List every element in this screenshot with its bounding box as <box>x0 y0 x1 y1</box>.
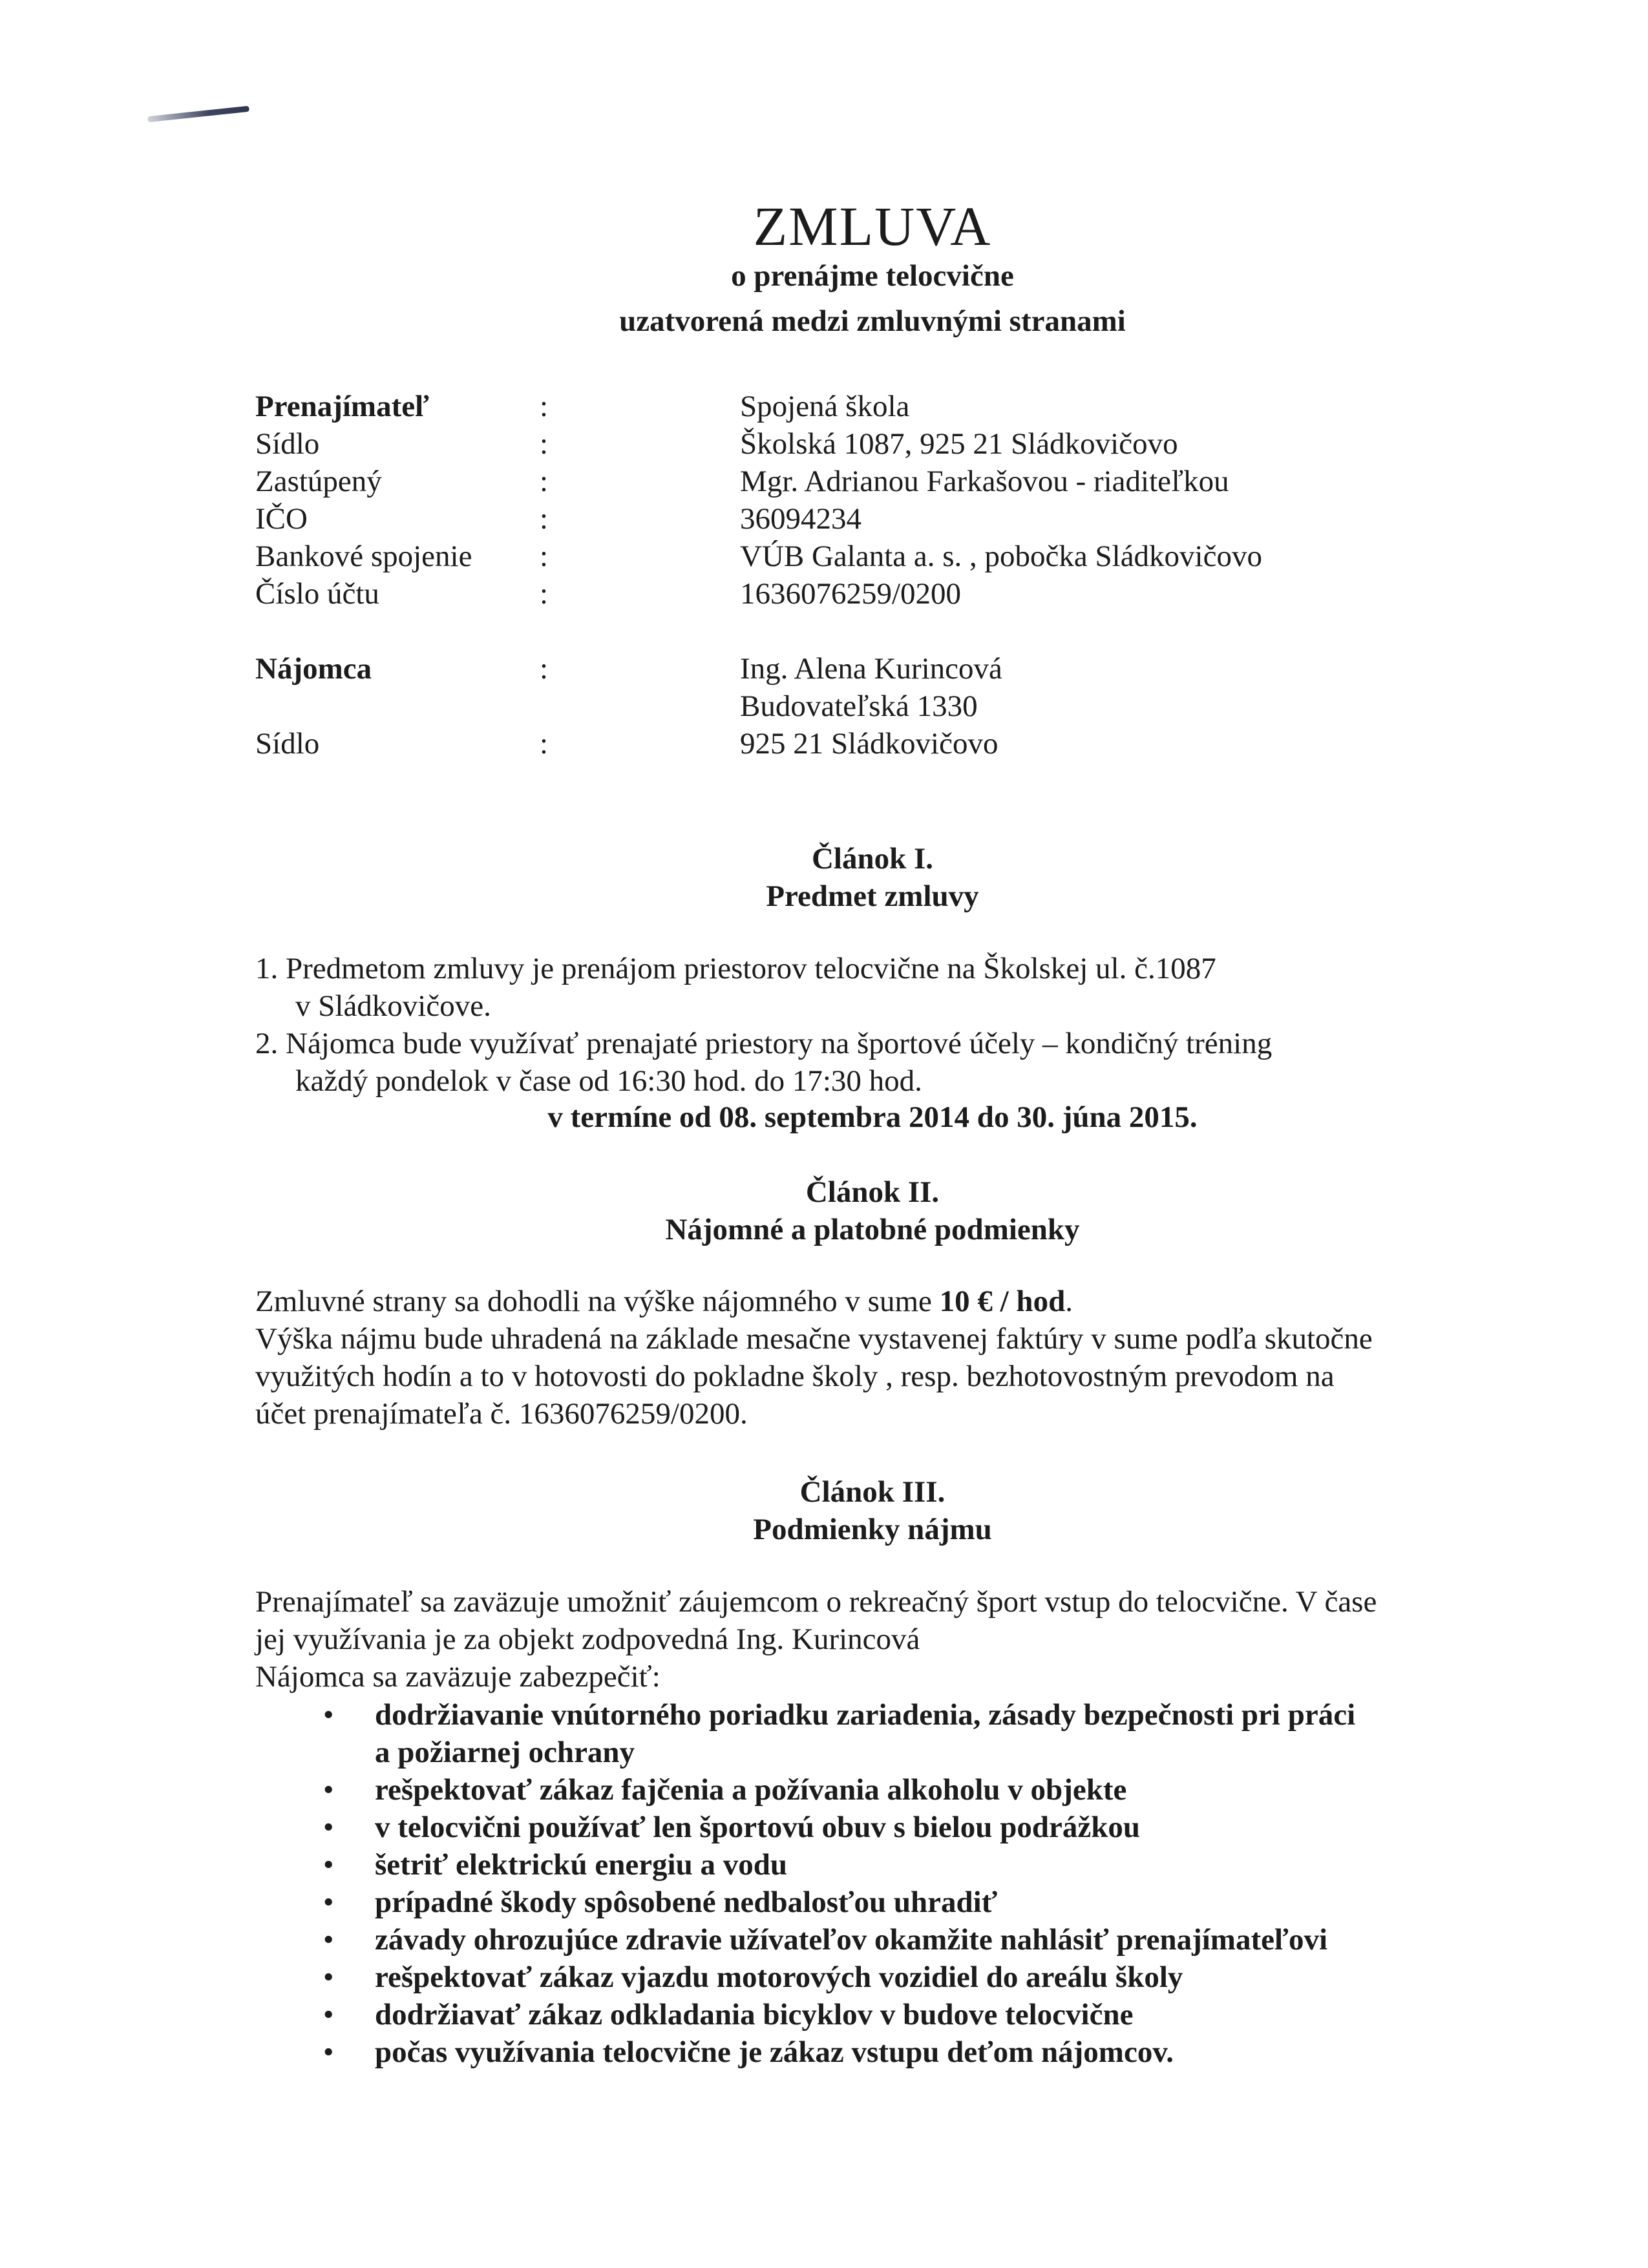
landlord-rep-value: Mgr. Adrianou Farkašovou - riaditeľkou <box>740 465 1229 498</box>
party-row-bank <box>255 538 1262 575</box>
colon: : <box>540 577 549 611</box>
article-3-subheading: Podmienky nájmu <box>753 1513 992 1546</box>
article-3-heading: Článok III. <box>799 1475 945 1509</box>
article-1-items <box>255 950 1272 1100</box>
list-item-continuation: a požiarnej ochrany <box>375 1736 635 1769</box>
item-1-line-1: 1. Predmetom zmluvy je prenájom priestorov telocvične na Školskej ul. č.1087 <box>255 952 1216 985</box>
tenant-seat-label: Sídlo <box>255 727 320 761</box>
party-row-tenant <box>255 650 1262 688</box>
landlord-label: Prenajímateľ <box>255 390 430 423</box>
colon: : <box>540 727 549 761</box>
item-1-line-2: v Sládkovičove. <box>295 989 491 1023</box>
party-row-seat <box>255 425 1262 463</box>
article-2-subheading: Nájomné a platobné podmienky <box>665 1213 1080 1246</box>
list-item: • rešpektovať zákaz fajčenia a požívania alkoholu v objekte <box>323 1771 1355 1809</box>
party-row-account <box>255 575 1262 613</box>
landlord-seat-value: Školská 1087, 925 21 Sládkovičovo <box>740 427 1178 461</box>
rent-end: . <box>1065 1285 1073 1318</box>
colon: : <box>540 652 549 686</box>
list-item: • rešpektovať zákaz vjazdu motorových vozidiel do areálu školy <box>323 1958 1355 1996</box>
rental-term: v termíne od 08. septembra 2014 do 30. júna 2015. <box>547 1100 1198 1134</box>
article-1-subheading: Predmet zmluvy <box>766 879 979 913</box>
rent-line <box>255 1283 1373 1320</box>
pen-mark <box>147 106 249 122</box>
article-2-heading: Článok II. <box>805 1175 940 1209</box>
party-row-rep <box>255 463 1262 500</box>
tenant-seat-value: 925 21 Sládkovičovo <box>740 727 998 761</box>
item-2-line-2: každý pondelok v čase od 16:30 hod. do 17:30 hod. <box>295 1064 922 1098</box>
list-item: • v telocvični používať len športovú obuv s bielou podrážkou <box>323 1809 1355 1846</box>
intro-line-1: Prenajímateľ sa zaväzuje umožniť záujemcom o rekreačný šport vstup do telocvične. V čase <box>255 1585 1377 1619</box>
tenant-address: Budovateľská 1330 <box>740 689 978 723</box>
party-row-tenant-seat <box>255 725 1262 762</box>
party-row-tenant-address <box>255 688 1262 725</box>
rent-amount: 10 € / hod <box>939 1285 1066 1318</box>
tenant-label: Nájomca <box>255 652 372 686</box>
tenant-value: Ing. Alena Kurincová <box>740 652 1002 686</box>
colon: : <box>540 540 549 573</box>
rent-text: Zmluvné strany sa dohodli na výške nájomného v sume <box>255 1285 940 1318</box>
colon: : <box>540 390 549 423</box>
landlord-rep-label: Zastúpený <box>255 465 382 498</box>
parties-block <box>255 388 1262 762</box>
list-item: • šetriť elektrickú energiu a vodu <box>323 1846 1355 1884</box>
intro-line-3: Nájomca sa zaväzuje zabezpečiť: <box>255 1660 660 1694</box>
landlord-seat-label: Sídlo <box>255 427 320 461</box>
list-item: • počas využívania telocvične je zákaz vstupu deťom nájomcov. <box>323 2033 1355 2071</box>
list-item: • prípadné škody spôsobené nedbalosťou uhradiť <box>323 1884 1355 1921</box>
article-2-text <box>255 1283 1373 1433</box>
obligations-list <box>323 1696 1355 2071</box>
bank-value: VÚB Galanta a. s. , pobočka Sládkovičovo <box>740 540 1262 573</box>
payment-line-3: účet prenajímateľa č. 1636076259/0200. <box>255 1397 748 1431</box>
account-label: Číslo účtu <box>255 577 379 611</box>
list-item: • závady ohrozujúce zdravie užívateľov okamžite nahlásiť prenajímateľovi <box>323 1921 1355 1958</box>
ico-value: 36094234 <box>740 502 861 536</box>
spacer <box>255 613 1262 650</box>
article-3-intro <box>255 1583 1377 1696</box>
colon: : <box>540 502 549 536</box>
payment-line-1: Výška nájmu bude uhradená na základe mesačne vystavenej faktúry v sume podľa skutočne <box>255 1322 1373 1356</box>
payment-line-2: využitých hodín a to v hotovosti do pokladne školy , resp. bezhotovostným prevodom na <box>255 1360 1335 1393</box>
article-1-heading: Článok I. <box>811 842 934 876</box>
document-title: ZMLUVA <box>753 195 992 257</box>
list-item: • dodržiavať zákaz odkladania bicyklov v budove telocvične <box>323 1996 1355 2033</box>
ico-label: IČO <box>255 502 308 536</box>
document-subtitle: o prenájme telocvične <box>731 259 1014 293</box>
item-2-line-1: 2. Nájomca bude využívať prenajaté priestory na športové účely – kondičný tréning <box>255 1027 1273 1060</box>
intro-line-2: jej využívania je za objekt zodpovedná Ing. Kurincová <box>255 1622 920 1656</box>
party-row-ico <box>255 500 1262 538</box>
list-item: • dodržiavanie vnútorného poriadku zariadenia, zásady bezpečnosti pri práci <box>323 1696 1355 1734</box>
bank-label: Bankové spojenie <box>255 540 472 573</box>
account-value: 1636076259/0200 <box>740 577 962 611</box>
colon: : <box>540 427 549 461</box>
document-subtitle-parties: uzatvorená medzi zmluvnými stranami <box>619 304 1126 338</box>
colon: : <box>540 465 549 498</box>
landlord-value: Spojená škola <box>740 390 910 423</box>
party-row-landlord <box>255 388 1262 425</box>
